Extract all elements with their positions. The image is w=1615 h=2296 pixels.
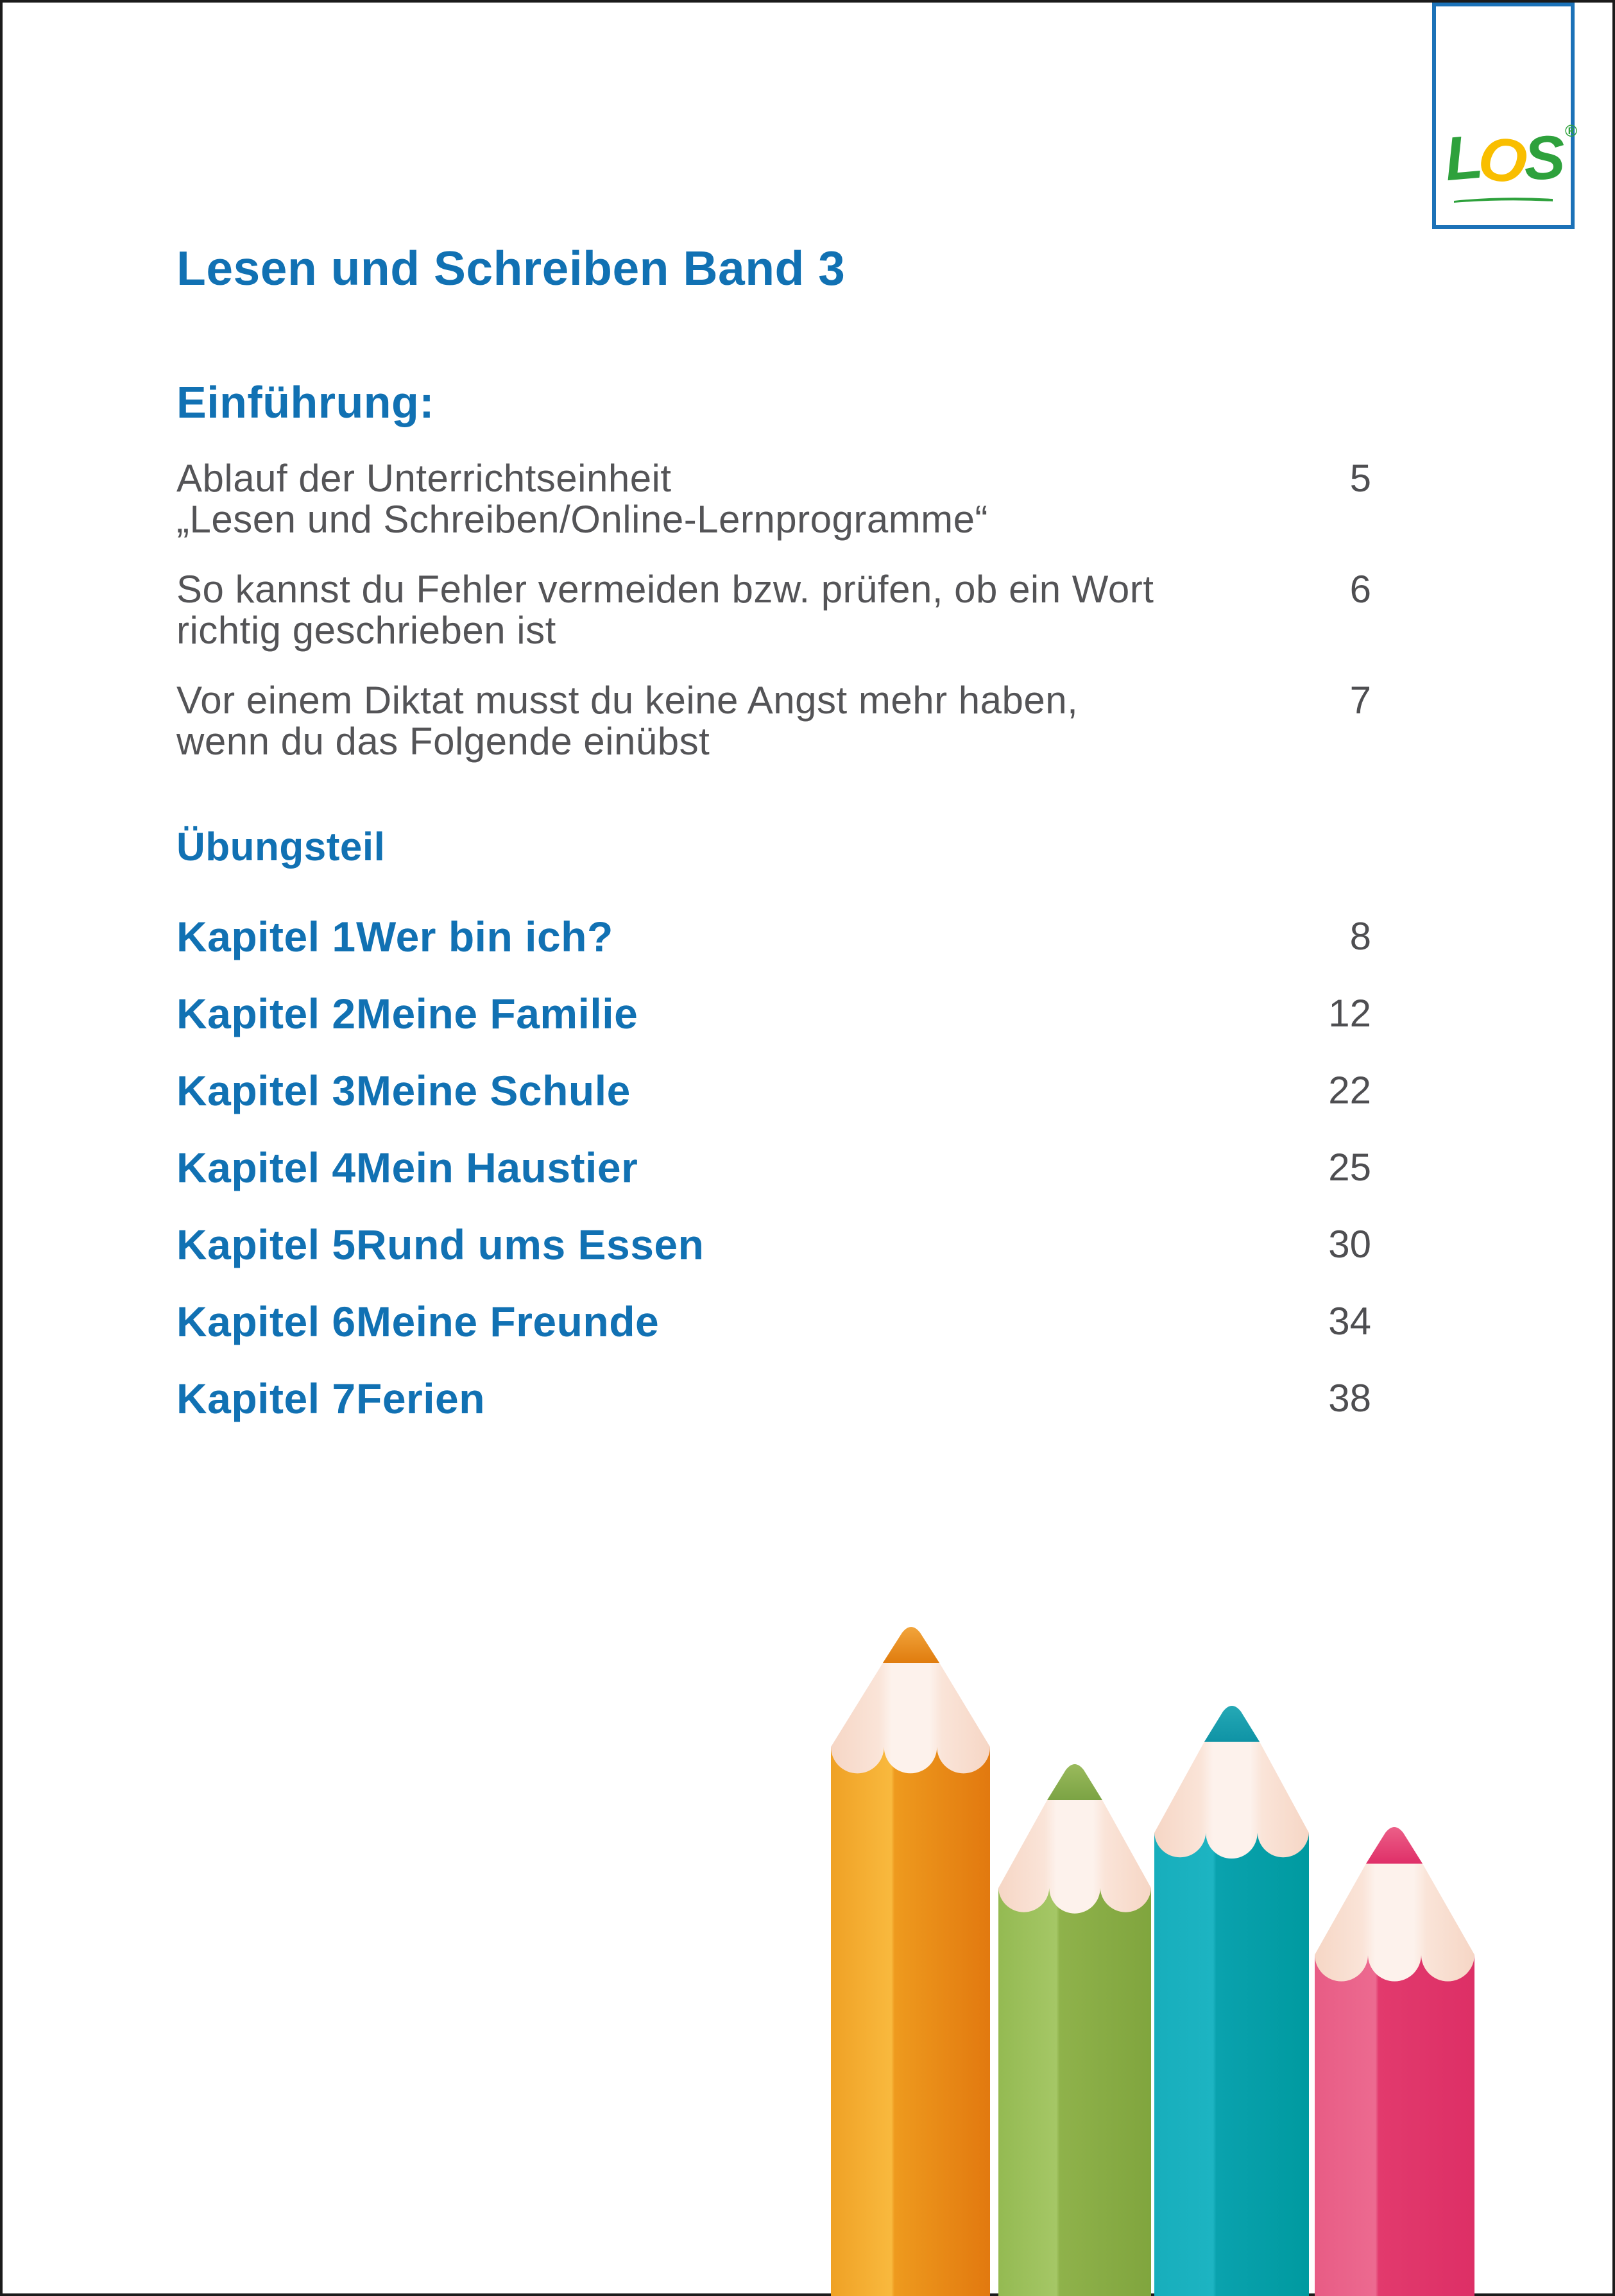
document-title: Lesen und Schreiben Band 3 [176,241,846,295]
page-number: 7 [1349,679,1371,722]
page-number: 25 [1328,1146,1371,1189]
chapter-row [176,1067,1371,1114]
page-number: 6 [1349,568,1371,611]
toc-entry-line1: So kannst du Fehler vermeiden bzw. prüfen, ob ein Wort [176,568,1154,611]
chapter-label: Kapitel 3 [176,1067,356,1114]
los-underline-swoosh [1452,194,1555,203]
chapter-title: Meine Freunde [356,1298,660,1345]
los-logo [1442,121,1578,198]
chapter-label: Kapitel 6 [176,1298,356,1345]
chapter-row [176,990,1371,1037]
chapter-label: Kapitel 1 [176,913,356,960]
page-number: 12 [1328,992,1371,1035]
chapter-title: Mein Haustier [356,1144,638,1191]
toc-entry-line2: richtig geschrieben ist [176,609,556,652]
pencil-teal [1154,1706,1309,2296]
chapter-row [176,913,1371,960]
exercises-heading: Übungsteil [176,825,386,869]
pencil-green [998,1764,1151,2296]
toc-entry [176,458,1371,540]
page-number: 8 [1349,915,1371,958]
toc-entry [176,680,1371,762]
chapter-title: Meine Familie [356,990,638,1037]
registered-trademark-symbol: ® [1565,121,1578,140]
toc-entry-line2: „Lesen und Schreiben/Online-Lernprogramme“ [176,498,989,541]
page-number: 30 [1328,1223,1371,1266]
chapter-title: Wer bin ich? [356,913,613,960]
intro-heading: Einführung: [176,377,435,427]
chapter-row [176,1221,1371,1268]
chapter-label: Kapitel 4 [176,1144,356,1191]
chapter-title: Rund ums Essen [356,1221,705,1268]
pencil-pink [1315,1827,1474,2296]
toc-entry-line1: Ablauf der Unterrichtseinheit [176,457,672,500]
colored-pencils-illustration [830,1622,1478,2296]
chapter-title: Meine Schule [356,1067,631,1114]
los-letter-o: O [1473,122,1530,198]
chapter-label: Kapitel 2 [176,990,356,1037]
page-number: 38 [1328,1377,1371,1420]
toc-entry-line1: Vor einem Diktat musst du keine Angst mehr haben, [176,679,1079,722]
los-logo-box [1432,3,1578,229]
page-number: 22 [1328,1069,1371,1112]
toc-entry-line2: wenn du das Folgende einübst [176,720,710,763]
chapter-row [176,1375,1371,1422]
page-number: 5 [1349,457,1371,500]
toc-entry [176,569,1371,651]
los-letter-s: S [1522,123,1564,194]
los-letter-l: L [1442,122,1482,194]
page-number: 34 [1328,1300,1371,1343]
chapter-row [176,1298,1371,1345]
pencil-orange [831,1627,990,2296]
chapter-title: Ferien [356,1375,486,1422]
chapter-row [176,1144,1371,1191]
chapter-label: Kapitel 7 [176,1375,356,1422]
chapter-label: Kapitel 5 [176,1221,356,1268]
